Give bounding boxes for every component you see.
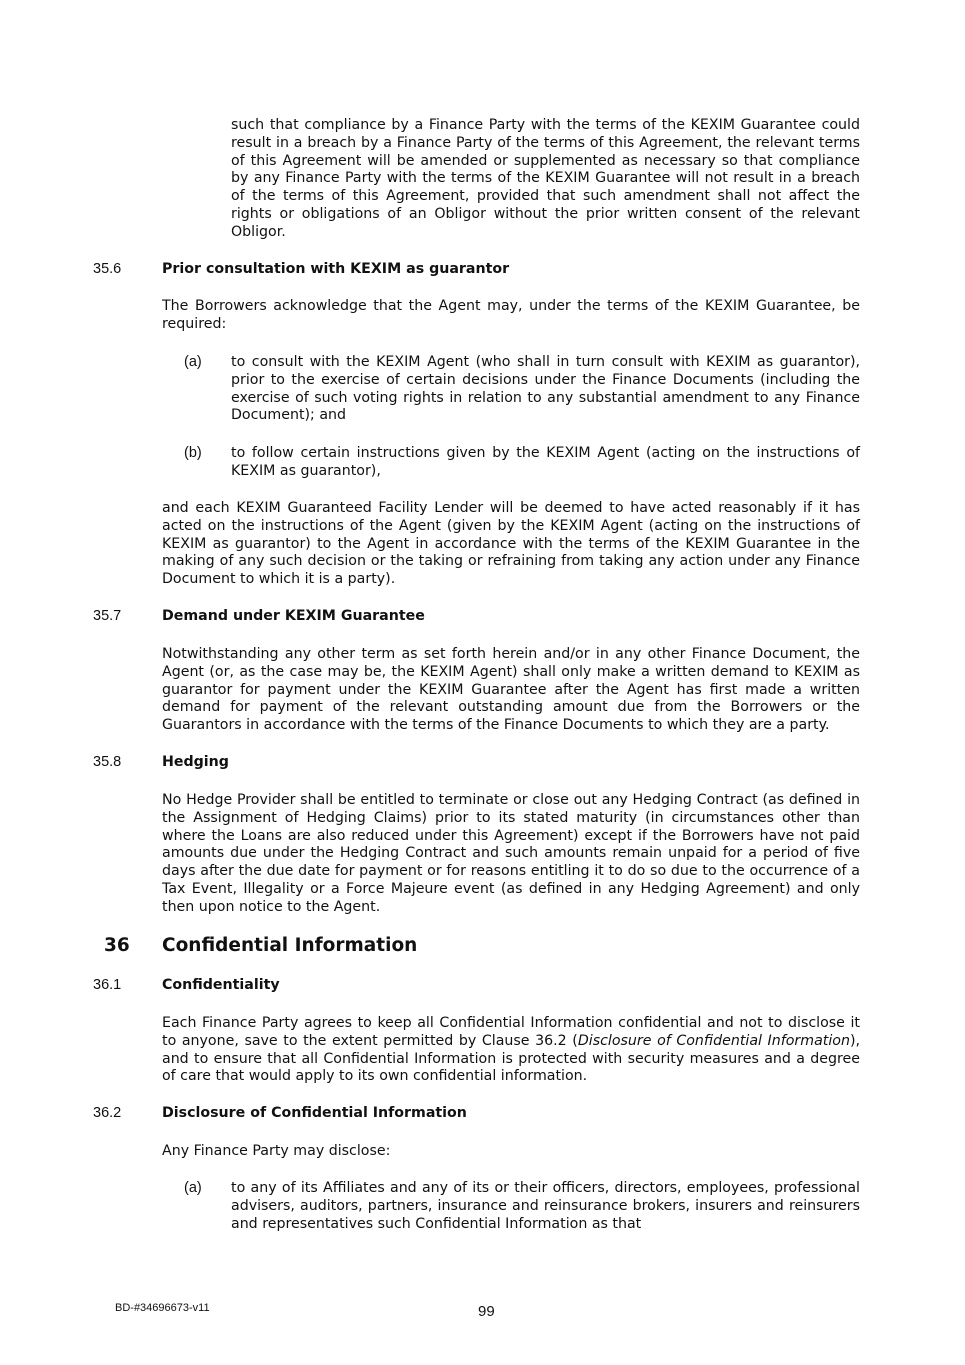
clause-heading-36-1: Confidentiality (162, 977, 280, 993)
clause-36-1-body (162, 1015, 860, 1086)
clause-35-8-body: No Hedge Provider shall be entitled to terminate or close out any Hedging Contract (as defined in the Assignment of Hedging Claims) prior to its stated maturity (in circumstances other than where the Loans are also reduced under this Agreement) except if the Borrowers have not paid amounts due under the Hedging Contract and such amounts remain unpaid for a period of five days after the due date for payment or for reasons entitling it to do so due to the occurrence of a Tax Event, Illegality or a Force Majeure event (as defined in any Hedging Agreement) and only then upon notice to the Agent. (162, 792, 860, 915)
item-a-text-36-2: to any of its Affiliates and any of its or their officers, directors, employees, professional advisers, auditors, partners, insurance and reinsurance brokers, insurers and reinsurers and representatives such Confidential Information as that (231, 1180, 860, 1232)
clause-35-7-body: Notwithstanding any other term as set forth herein and/or in any other Finance Document, the Agent (or, as the case may be, the KEXIM Agent) shall only make a written demand to KEXIM as guarantor for payment under the KEXIM Guarantee after the Agent has first made a written demand for payment of the relevant outstanding amount due from the Borrowers or the Guarantors in accordance with the terms of the Finance Documents to which they are a party. (162, 646, 860, 734)
clause-number-36-2: 36.2 (93, 1105, 122, 1121)
item-a-text: to consult with the KEXIM Agent (who shall in turn consult with KEXIM as guarantor), prior to the exercise of certain decisions under the Finance Documents (including the exercise of such voting rights in relation to any substantial amendment to any Finance Document); and (231, 354, 860, 424)
clause-35-6-closing: and each KEXIM Guaranteed Facility Lender will be deemed to have acted reasonably if it has acted on the instructions of the Agent (given by the KEXIM Agent (acting on the instructions of KEXIM as guarantor) to the Agent in accordance with the terms of the KEXIM Guarantee in the making of any such decision or the taking or refraining from taking any action under any Finance Document to which it is a party). (162, 500, 860, 588)
body-text-end: ), and to ensure that all Confidential Information is protected with security measures and a degree of care that would apply to its own confidential information. (162, 1032, 860, 1085)
clause-heading-35-6: Prior consultation with KEXIM as guarantor (162, 261, 510, 277)
clause-heading-35-8: Hedging (162, 754, 229, 770)
section-heading-36: Confidential Information (162, 935, 418, 956)
page-number: 99 (478, 1303, 495, 1320)
clause-35-6-intro: The Borrowers acknowledge that the Agent may, under the terms of the KEXIM Guarantee, be required: (162, 298, 860, 332)
clause-number-36-1: 36.1 (93, 977, 122, 993)
section-number-36: 36 (104, 935, 130, 956)
body-text-start: Each Finance Party agrees to keep all Confidential Information confidential and not to disclose it to anyone, save to the extent permitted by Clause 36.2 ( (162, 1015, 860, 1049)
document-reference: BD-#34696673-v11 (115, 1302, 210, 1314)
clause-cross-reference: Disclosure of Confidential Information (577, 1032, 850, 1049)
clause-heading-35-7: Demand under KEXIM Guarantee (162, 608, 425, 624)
clause-number-35-7: 35.7 (93, 608, 122, 624)
clause-number-35-8: 35.8 (93, 754, 122, 770)
item-b-text: to follow certain instructions given by the KEXIM Agent (acting on the instructions of KEXIM as guarantor), (231, 445, 860, 479)
clause-36-2-intro: Any Finance Party may disclose: (162, 1143, 391, 1159)
clause-heading-36-2: Disclosure of Confidential Information (162, 1105, 467, 1121)
item-a-label: (a) (184, 354, 202, 370)
continuation-paragraph: such that compliance by a Finance Party with the terms of the KEXIM Guarantee could result in a breach by a Finance Party of the terms of this Agreement, the relevant terms of this Agreement will be amended or supplemented as necessary so that compliance by any Finance Party with the terms of the KEXIM Guarantee will not result in a breach of the terms of this Agreement, provided that such amendment shall not affect the rights or obligations of an Obligor without the prior written consent of the relevant Obligor. (231, 117, 860, 240)
item-a-label-36-2: (a) (184, 1180, 202, 1196)
item-b-label: (b) (184, 445, 202, 461)
clause-number-35-6: 35.6 (93, 261, 122, 277)
